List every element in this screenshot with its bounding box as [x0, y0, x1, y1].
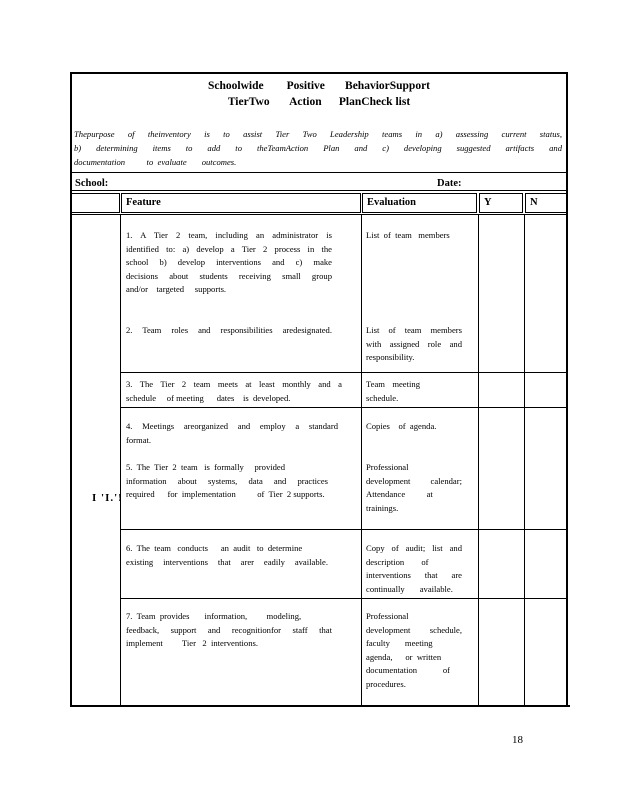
- document-title: Schoolwide Positive BehaviorSupport: [207, 80, 431, 92]
- row-divider: [120, 372, 568, 373]
- evaluation-cell: [366, 461, 462, 515]
- evaluation-line: List of team members: [366, 230, 450, 240]
- feature-line: and/or targeted supports.: [126, 284, 227, 294]
- feature-line: feedback, support and recognitionfor staff that: [126, 624, 332, 635]
- column-divider: [361, 215, 362, 705]
- purpose-statement: [74, 127, 562, 169]
- feature-line: 3. The Tier 2 team meets at least monthly and a: [126, 379, 342, 389]
- evaluation-line: with assigned role and: [366, 338, 462, 349]
- table-row: [126, 542, 328, 569]
- evaluation-line: interventions that are: [366, 570, 462, 580]
- document-subtitle: TierTwo Action PlanCheck list: [227, 96, 411, 108]
- row-divider: [120, 529, 568, 530]
- side-mark: I 'I.'!: [92, 492, 123, 504]
- purpose-line: documentation to evaluate outcomes.: [74, 157, 237, 167]
- table-row: [126, 324, 332, 338]
- header-evaluation: Evaluation: [362, 193, 477, 213]
- evaluation-cell: [366, 610, 462, 691]
- evaluation-line: Professional: [366, 611, 409, 621]
- evaluation-line: procedures.: [366, 678, 406, 689]
- feature-line: school b) develop interventions and c) make: [126, 257, 332, 267]
- feature-line: 4. Meetings areorganized and employ a standard: [126, 421, 338, 431]
- evaluation-line: agenda, or written: [366, 651, 442, 662]
- table-row: [126, 229, 332, 297]
- feature-line: 1. A Tier 2 team, including an administrator is: [126, 230, 332, 240]
- divider: [70, 190, 568, 191]
- row-divider: [120, 407, 568, 408]
- feature-line: 6. The team conducts an audit to determine: [126, 543, 303, 553]
- bottom-rule: [70, 705, 570, 707]
- school-label: School:: [75, 178, 109, 189]
- header-no: N: [525, 193, 567, 213]
- evaluation-line: faculty meeting: [366, 638, 433, 648]
- evaluation-line: responsibility.: [366, 352, 415, 362]
- evaluation-line: Professional: [366, 462, 409, 472]
- feature-line: required for implementation of Tier 2 supports.: [126, 489, 325, 499]
- evaluation-cell: [366, 542, 462, 596]
- purpose-line: Thepurpose of theinventory is to assist Tier Two Leadership teams in a) assessing current status,: [74, 129, 562, 139]
- feature-line: 7. Team provides information, modeling,: [126, 611, 302, 621]
- evaluation-line: continually available.: [366, 583, 453, 594]
- purpose-line: b) determining items to add to theTeamAction Plan and c) developing suggested artifacts and: [74, 143, 562, 153]
- evaluation-cell: [366, 229, 466, 243]
- table-row: [126, 461, 328, 502]
- row-divider: [120, 598, 568, 599]
- divider: [70, 172, 568, 173]
- column-divider: [478, 215, 479, 705]
- evaluation-line: Copies of agenda.: [366, 421, 437, 431]
- evaluation-cell: [366, 324, 462, 365]
- evaluation-line: schedule.: [366, 392, 399, 403]
- feature-line: 2. Team roles and responsibilities aredesignated.: [126, 325, 332, 335]
- feature-line: format.: [126, 434, 152, 445]
- table-row: [126, 420, 338, 447]
- header-feature: Feature: [121, 193, 361, 213]
- feature-line: information about systems, data and practices: [126, 475, 328, 486]
- header-blank-cell: [71, 193, 120, 213]
- page-number: 18: [512, 734, 523, 746]
- table-row: [126, 610, 332, 651]
- feature-line: decisions about students receiving small group: [126, 270, 332, 281]
- evaluation-cell: [366, 420, 466, 434]
- table-header: [70, 193, 568, 215]
- evaluation-line: trainings.: [366, 502, 399, 513]
- feature-line: existing interventions that arer eadily available.: [126, 556, 328, 567]
- column-divider: [524, 215, 525, 705]
- feature-line: implement Tier 2 interventions.: [126, 638, 259, 648]
- evaluation-cell: [366, 378, 420, 405]
- feature-line: identified to: a) develop a Tier 2 process in the: [126, 243, 332, 254]
- date-label: Date:: [437, 178, 462, 189]
- feature-line: schedule of meeting dates is developed.: [126, 392, 291, 403]
- evaluation-line: description of: [366, 556, 429, 567]
- checklist-form: [70, 72, 570, 708]
- evaluation-line: List of team members: [366, 325, 462, 335]
- divider: [70, 214, 568, 215]
- evaluation-line: documentation of: [366, 665, 451, 675]
- feature-line: 5. The Tier 2 team is formally provided: [126, 462, 286, 472]
- table-row: [126, 378, 342, 405]
- evaluation-line: Attendance at: [366, 489, 433, 499]
- evaluation-line: Copy of audit; list and: [366, 543, 462, 553]
- header-yes: Y: [479, 193, 523, 213]
- column-divider: [120, 215, 121, 705]
- evaluation-line: Team meeting: [366, 379, 420, 389]
- evaluation-line: development schedule,: [366, 624, 462, 635]
- evaluation-line: development calendar;: [366, 475, 462, 486]
